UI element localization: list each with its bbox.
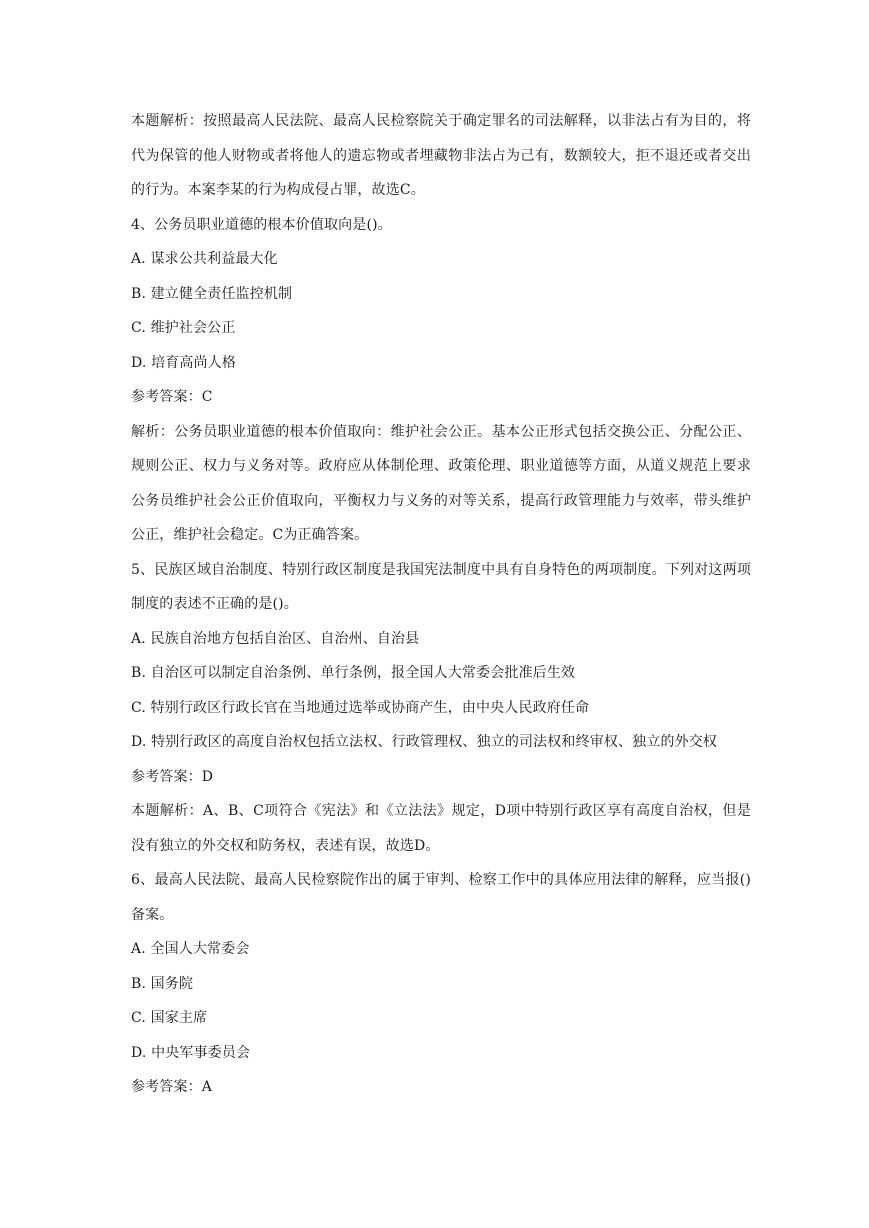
q6-question: 6、最高人民法院、最高人民检察院作出的属于审判、检察工作中的具体应用法律的解释，应当报()备案。 — [131, 872, 751, 923]
q4-answer: 参考答案：C — [131, 389, 213, 405]
q6-option-b: B. 国务院 — [131, 975, 194, 992]
q6-answer: 参考答案：A — [131, 1079, 213, 1095]
q5-option-b: B. 自治区可以制定自治条例、单行条例，报全国人大常委会批准后生效 — [131, 665, 576, 681]
q4-option-b: B. 建立健全责任监控机制 — [131, 285, 293, 302]
q5-answer: 参考答案：D — [131, 768, 214, 785]
q5-option-d: D. 特别行政区的高度自治权包括立法权、行政管理权、独立的司法权和终审权、独立的外交权 — [131, 734, 718, 750]
q3-analysis: 本题解析：按照最高人民法院、最高人民检察院关于确定罪名的司法解释，以非法占有为目的，将代为保管的他人财物或者将他人的遗忘物或者埋藏物非法占为己有，数额较大，拒不退还或者交出的行为。本案李某的行为构成侵占罪，故选C。 — [131, 113, 751, 198]
q4-option-c: C. 维护社会公正 — [131, 320, 236, 336]
q6-option-d: D. 中央军事委员会 — [131, 1044, 251, 1061]
q5-question: 5、民族区域自治制度、特别行政区制度是我国宪法制度中具有自身特色的两项制度。下列对这两项制度的表述不正确的是()。 — [131, 561, 751, 612]
q4-option-a: A. 谋求公共利益最大化 — [131, 251, 278, 267]
q5-option-c: C. 特别行政区行政长官在当地通过选举或协商产生，由中央人民政府任命 — [131, 699, 590, 716]
document-page — [131, 104, 751, 1105]
q5-option-a: A. 民族自治地方包括自治区、自治州、自治县 — [131, 630, 420, 647]
q4-analysis: 解析：公务员职业道德的根本价值取向：维护社会公正。基本公正形式包括交换公正、分配公正、规则公正、权力与义务对等。政府应从体制伦理、政策伦理、职业道德等方面，从道义规范上要求公务员维护社会公正价值取向，平衡权力与义务的对等关系，提高行政管理能力与效率，带头维护公正，维护社会稳定。C为正确答案。 — [131, 423, 751, 543]
q6-option-c: C. 国家主席 — [131, 1010, 208, 1026]
q6-option-a: A. 全国人大常委会 — [131, 941, 250, 957]
q4-question: 4、公务员职业道德的根本价值取向是()。 — [131, 216, 392, 233]
q4-option-d: D. 培育高尚人格 — [131, 354, 236, 371]
q5-analysis: 本题解析：A、B、C项符合《宪法》和《立法法》规定，D项中特别行政区享有高度自治权，但是没有独立的外交权和防务权，表述有误，故选D。 — [131, 803, 751, 854]
